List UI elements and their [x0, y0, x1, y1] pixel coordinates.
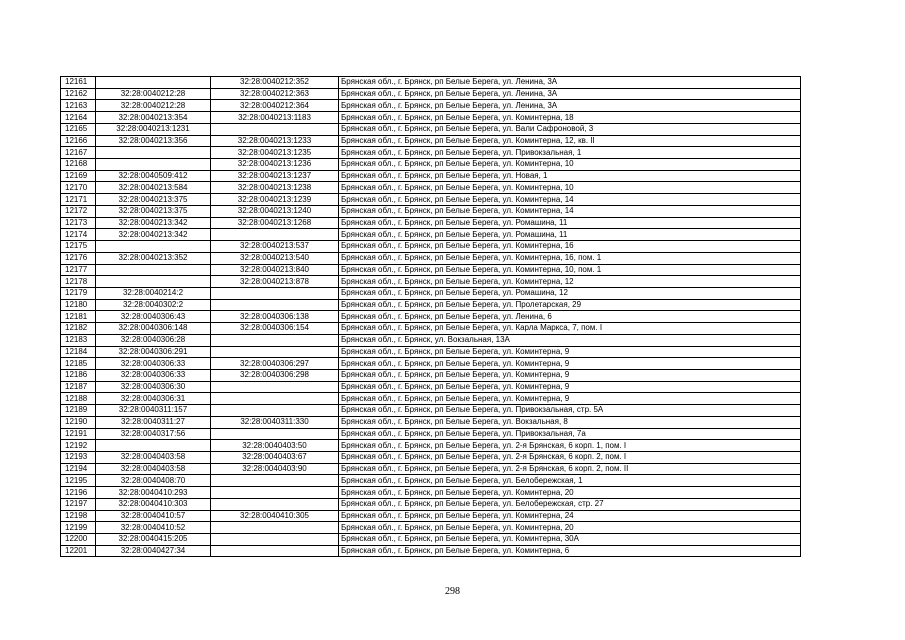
parcel-cadastral-number-cell: 32:28:0040306:30: [96, 381, 211, 393]
address-cell: Брянская обл., г. Брянск, рп Белые Берега, ул. Коминтерна, 6: [339, 545, 801, 557]
table-row: [61, 522, 801, 534]
row-number-cell: 12185: [61, 358, 96, 370]
table-row: [61, 393, 801, 405]
building-cadastral-number-cell: [211, 475, 339, 487]
address-cell: Брянская обл., г. Брянск, рп Белые Берега, ул. Коминтерна, 10: [339, 159, 801, 171]
row-number-cell: 12164: [61, 112, 96, 124]
address-cell: Брянская обл., г. Брянск, рп Белые Берега, ул. Коминтерна, 16: [339, 241, 801, 253]
address-cell: Брянская обл., г. Брянск, рп Белые Берега, ул. Коминтерна, 14: [339, 194, 801, 206]
address-cell: Брянская обл., г. Брянск, рп Белые Берега, ул. Ромашина, 12: [339, 287, 801, 299]
table-row: [61, 510, 801, 522]
row-number-cell: 12177: [61, 264, 96, 276]
address-cell: Брянская обл., г. Брянск, рп Белые Берега, ул. Привокзальная, стр. 5А: [339, 405, 801, 417]
table-row: [61, 276, 801, 288]
parcel-cadastral-number-cell: 32:28:0040302:2: [96, 299, 211, 311]
parcel-cadastral-number-cell: 32:28:0040408:70: [96, 475, 211, 487]
building-cadastral-number-cell: 32:28:0040213:1233: [211, 135, 339, 147]
building-cadastral-number-cell: 32:28:0040212:363: [211, 88, 339, 100]
row-number-cell: 12167: [61, 147, 96, 159]
table-row: [61, 194, 801, 206]
address-cell: Брянская обл., г. Брянск, рп Белые Берега, ул. Белобережская, стр. 27: [339, 498, 801, 510]
address-cell: Брянская обл., г. Брянск, рп Белые Берега, ул. Привокзальная, 7а: [339, 428, 801, 440]
address-cell: Брянская обл., г. Брянск, рп Белые Берега, ул. Ленина, 3А: [339, 100, 801, 112]
address-cell: Брянская обл., г. Брянск, рп Белые Берега, ул. Коминтерна, 10, пом. 1: [339, 264, 801, 276]
row-number-cell: 12176: [61, 252, 96, 264]
table-row: [61, 334, 801, 346]
parcel-cadastral-number-cell: 32:28:0040213:342: [96, 229, 211, 241]
parcel-cadastral-number-cell: 32:28:0040403:58: [96, 463, 211, 475]
building-cadastral-number-cell: 32:28:0040212:352: [211, 77, 339, 89]
table-row: [61, 241, 801, 253]
table-row: [61, 534, 801, 546]
row-number-cell: 12171: [61, 194, 96, 206]
building-cadastral-number-cell: 32:28:0040306:138: [211, 311, 339, 323]
row-number-cell: 12196: [61, 487, 96, 499]
row-number-cell: 12192: [61, 440, 96, 452]
address-cell: Брянская обл., г. Брянск, рп Белые Берега, ул. Коминтерна, 10: [339, 182, 801, 194]
building-cadastral-number-cell: [211, 393, 339, 405]
address-cell: Брянская обл., г. Брянск, ул. Вокзальная, 13А: [339, 334, 801, 346]
parcel-cadastral-number-cell: 32:28:0040306:33: [96, 369, 211, 381]
row-number-cell: 12173: [61, 217, 96, 229]
parcel-cadastral-number-cell: 32:28:0040306:28: [96, 334, 211, 346]
parcel-cadastral-number-cell: 32:28:0040213:356: [96, 135, 211, 147]
table-row: [61, 205, 801, 217]
building-cadastral-number-cell: 32:28:0040212:364: [211, 100, 339, 112]
building-cadastral-number-cell: 32:28:0040403:90: [211, 463, 339, 475]
building-cadastral-number-cell: 32:28:0040213:540: [211, 252, 339, 264]
parcel-cadastral-number-cell: [96, 241, 211, 253]
address-cell: Брянская обл., г. Брянск, рп Белые Берега, ул. Ленина, 3А: [339, 88, 801, 100]
table-row: [61, 381, 801, 393]
registry-table-body: [61, 77, 801, 557]
page-number: 298: [445, 586, 460, 597]
row-number-cell: 12179: [61, 287, 96, 299]
parcel-cadastral-number-cell: 32:28:0040427:34: [96, 545, 211, 557]
row-number-cell: 12163: [61, 100, 96, 112]
row-number-cell: 12183: [61, 334, 96, 346]
row-number-cell: 12200: [61, 534, 96, 546]
address-cell: Брянская обл., г. Брянск, рп Белые Берега, ул. Коминтерна, 18: [339, 112, 801, 124]
table-row: [61, 135, 801, 147]
parcel-cadastral-number-cell: 32:28:0040213:375: [96, 205, 211, 217]
row-number-cell: 12175: [61, 241, 96, 253]
building-cadastral-number-cell: 32:28:0040213:1268: [211, 217, 339, 229]
table-row: [61, 112, 801, 124]
address-cell: Брянская обл., г. Брянск, рп Белые Берега, ул. Коминтерна, 20: [339, 522, 801, 534]
building-cadastral-number-cell: 32:28:0040306:298: [211, 369, 339, 381]
building-cadastral-number-cell: 32:28:0040213:1240: [211, 205, 339, 217]
address-cell: Брянская обл., г. Брянск, рп Белые Берега, ул. Пролетарская, 29: [339, 299, 801, 311]
building-cadastral-number-cell: 32:28:0040403:67: [211, 452, 339, 464]
parcel-cadastral-number-cell: 32:28:0040410:57: [96, 510, 211, 522]
table-row: [61, 88, 801, 100]
building-cadastral-number-cell: [211, 428, 339, 440]
building-cadastral-number-cell: [211, 123, 339, 135]
table-row: [61, 123, 801, 135]
row-number-cell: 12194: [61, 463, 96, 475]
table-row: [61, 346, 801, 358]
address-cell: Брянская обл., г. Брянск, рп Белые Берега, ул. Привокзальная, 1: [339, 147, 801, 159]
row-number-cell: 12161: [61, 77, 96, 89]
table-row: [61, 264, 801, 276]
table-row: [61, 545, 801, 557]
row-number-cell: 12197: [61, 498, 96, 510]
table-row: [61, 475, 801, 487]
building-cadastral-number-cell: 32:28:0040213:1237: [211, 170, 339, 182]
row-number-cell: 12174: [61, 229, 96, 241]
building-cadastral-number-cell: 32:28:0040410:305: [211, 510, 339, 522]
building-cadastral-number-cell: 32:28:0040213:840: [211, 264, 339, 276]
building-cadastral-number-cell: 32:28:0040213:1239: [211, 194, 339, 206]
row-number-cell: 12188: [61, 393, 96, 405]
row-number-cell: 12199: [61, 522, 96, 534]
parcel-cadastral-number-cell: 32:28:0040213:584: [96, 182, 211, 194]
address-cell: Брянская обл., г. Брянск, рп Белые Берега, ул. 2-я Брянская, 6 корп. 2, пом. I: [339, 452, 801, 464]
address-cell: Брянская обл., г. Брянск, рп Белые Берега, ул. Ромашина, 11: [339, 217, 801, 229]
row-number-cell: 12168: [61, 159, 96, 171]
building-cadastral-number-cell: [211, 287, 339, 299]
building-cadastral-number-cell: 32:28:0040213:1235: [211, 147, 339, 159]
parcel-cadastral-number-cell: 32:28:0040317:56: [96, 428, 211, 440]
building-cadastral-number-cell: 32:28:0040213:878: [211, 276, 339, 288]
table-row: [61, 252, 801, 264]
address-cell: Брянская обл., г. Брянск, рп Белые Берега, ул. Белобережская, 1: [339, 475, 801, 487]
table-row: [61, 323, 801, 335]
table-row: [61, 159, 801, 171]
building-cadastral-number-cell: 32:28:0040306:154: [211, 323, 339, 335]
parcel-cadastral-number-cell: 32:28:0040213:354: [96, 112, 211, 124]
row-number-cell: 12162: [61, 88, 96, 100]
registry-table: [60, 76, 801, 557]
parcel-cadastral-number-cell: 32:28:0040311:157: [96, 405, 211, 417]
table-row: [61, 299, 801, 311]
building-cadastral-number-cell: 32:28:0040213:537: [211, 241, 339, 253]
building-cadastral-number-cell: 32:28:0040213:1183: [211, 112, 339, 124]
row-number-cell: 12182: [61, 323, 96, 335]
parcel-cadastral-number-cell: [96, 77, 211, 89]
row-number-cell: 12170: [61, 182, 96, 194]
parcel-cadastral-number-cell: [96, 159, 211, 171]
address-cell: Брянская обл., г. Брянск, рп Белые Берега, ул. Коминтерна, 9: [339, 358, 801, 370]
address-cell: Брянская обл., г. Брянск, рп Белые Берега, ул. Новая, 1: [339, 170, 801, 182]
address-cell: Брянская обл., г. Брянск, рп Белые Берега, ул. Коминтерна, 9: [339, 346, 801, 358]
parcel-cadastral-number-cell: 32:28:0040306:33: [96, 358, 211, 370]
address-cell: Брянская обл., г. Брянск, рп Белые Берега, ул. Коминтерна, 9: [339, 381, 801, 393]
table-row: [61, 358, 801, 370]
parcel-cadastral-number-cell: 32:28:0040306:291: [96, 346, 211, 358]
row-number-cell: 12187: [61, 381, 96, 393]
address-cell: Брянская обл., г. Брянск, рп Белые Берега, ул. Коминтерна, 12, кв. II: [339, 135, 801, 147]
parcel-cadastral-number-cell: 32:28:0040415:205: [96, 534, 211, 546]
address-cell: Брянская обл., г. Брянск, рп Белые Берега, ул. Коминтерна, 16, пом. 1: [339, 252, 801, 264]
building-cadastral-number-cell: 32:28:0040311:330: [211, 416, 339, 428]
parcel-cadastral-number-cell: 32:28:0040306:148: [96, 323, 211, 335]
parcel-cadastral-number-cell: 32:28:0040212:28: [96, 88, 211, 100]
building-cadastral-number-cell: [211, 498, 339, 510]
parcel-cadastral-number-cell: 32:28:0040306:43: [96, 311, 211, 323]
address-cell: Брянская обл., г. Брянск, рп Белые Берега, ул. Карла Маркса, 7, пом. I: [339, 323, 801, 335]
table-row: [61, 498, 801, 510]
parcel-cadastral-number-cell: 32:28:0040306:31: [96, 393, 211, 405]
parcel-cadastral-number-cell: 32:28:0040214:2: [96, 287, 211, 299]
parcel-cadastral-number-cell: [96, 147, 211, 159]
row-number-cell: 12193: [61, 452, 96, 464]
building-cadastral-number-cell: [211, 487, 339, 499]
parcel-cadastral-number-cell: [96, 440, 211, 452]
parcel-cadastral-number-cell: 32:28:0040410:303: [96, 498, 211, 510]
table-row: [61, 416, 801, 428]
parcel-cadastral-number-cell: 32:28:0040213:375: [96, 194, 211, 206]
parcel-cadastral-number-cell: 32:28:0040311:27: [96, 416, 211, 428]
building-cadastral-number-cell: 32:28:0040213:1238: [211, 182, 339, 194]
row-number-cell: 12184: [61, 346, 96, 358]
address-cell: Брянская обл., г. Брянск, рп Белые Берега, ул. Ромашина, 11: [339, 229, 801, 241]
address-cell: Брянская обл., г. Брянск, рп Белые Берега, ул. Коминтерна, 9: [339, 393, 801, 405]
table-row: [61, 311, 801, 323]
parcel-cadastral-number-cell: 32:28:0040509:412: [96, 170, 211, 182]
table-row: [61, 229, 801, 241]
row-number-cell: 12172: [61, 205, 96, 217]
table-row: [61, 487, 801, 499]
building-cadastral-number-cell: [211, 381, 339, 393]
building-cadastral-number-cell: [211, 534, 339, 546]
row-number-cell: 12189: [61, 405, 96, 417]
table-row: [61, 170, 801, 182]
table-row: [61, 100, 801, 112]
parcel-cadastral-number-cell: 32:28:0040213:1231: [96, 123, 211, 135]
building-cadastral-number-cell: 32:28:0040306:297: [211, 358, 339, 370]
building-cadastral-number-cell: [211, 522, 339, 534]
table-row: [61, 428, 801, 440]
table-row: [61, 217, 801, 229]
address-cell: Брянская обл., г. Брянск, рп Белые Берега, ул. Коминтерна, 20: [339, 487, 801, 499]
parcel-cadastral-number-cell: 32:28:0040213:342: [96, 217, 211, 229]
parcel-cadastral-number-cell: 32:28:0040410:293: [96, 487, 211, 499]
row-number-cell: 12186: [61, 369, 96, 381]
building-cadastral-number-cell: [211, 405, 339, 417]
table-row: [61, 287, 801, 299]
building-cadastral-number-cell: [211, 545, 339, 557]
building-cadastral-number-cell: [211, 334, 339, 346]
address-cell: Брянская обл., г. Брянск, рп Белые Берега, ул. Ленина, 6: [339, 311, 801, 323]
parcel-cadastral-number-cell: 32:28:0040403:58: [96, 452, 211, 464]
building-cadastral-number-cell: [211, 346, 339, 358]
row-number-cell: 12198: [61, 510, 96, 522]
row-number-cell: 12201: [61, 545, 96, 557]
row-number-cell: 12195: [61, 475, 96, 487]
table-row: [61, 77, 801, 89]
address-cell: Брянская обл., г. Брянск, рп Белые Берега, ул. 2-я Брянская, 6 корп. 2, пом. II: [339, 463, 801, 475]
address-cell: Брянская обл., г. Брянск, рп Белые Берега, ул. Коминтерна, 9: [339, 369, 801, 381]
building-cadastral-number-cell: 32:28:0040213:1236: [211, 159, 339, 171]
building-cadastral-number-cell: [211, 229, 339, 241]
row-number-cell: 12180: [61, 299, 96, 311]
address-cell: Брянская обл., г. Брянск, рп Белые Берега, ул. Коминтерна, 30А: [339, 534, 801, 546]
address-cell: Брянская обл., г. Брянск, рп Белые Берега, ул. Вали Сафроновой, 3: [339, 123, 801, 135]
parcel-cadastral-number-cell: 32:28:0040410:52: [96, 522, 211, 534]
table-row: [61, 182, 801, 194]
parcel-cadastral-number-cell: 32:28:0040213:352: [96, 252, 211, 264]
row-number-cell: 12191: [61, 428, 96, 440]
row-number-cell: 12178: [61, 276, 96, 288]
row-number-cell: 12165: [61, 123, 96, 135]
row-number-cell: 12169: [61, 170, 96, 182]
row-number-cell: 12181: [61, 311, 96, 323]
address-cell: Брянская обл., г. Брянск, рп Белые Берега, ул. Вокзальная, 8: [339, 416, 801, 428]
address-cell: Брянская обл., г. Брянск, рп Белые Берега, ул. Коминтерна, 24: [339, 510, 801, 522]
table-row: [61, 369, 801, 381]
address-cell: Брянская обл., г. Брянск, рп Белые Берега, ул. Коминтерна, 14: [339, 205, 801, 217]
row-number-cell: 12166: [61, 135, 96, 147]
parcel-cadastral-number-cell: [96, 264, 211, 276]
table-row: [61, 463, 801, 475]
building-cadastral-number-cell: 32:28:0040403:50: [211, 440, 339, 452]
table-row: [61, 405, 801, 417]
table-row: [61, 440, 801, 452]
parcel-cadastral-number-cell: 32:28:0040212:28: [96, 100, 211, 112]
address-cell: Брянская обл., г. Брянск, рп Белые Берега, ул. 2-я Брянская, 6 корп. 1, пом. I: [339, 440, 801, 452]
table-row: [61, 452, 801, 464]
building-cadastral-number-cell: [211, 299, 339, 311]
address-cell: Брянская обл., г. Брянск, рп Белые Берега, ул. Ленина, 3А: [339, 77, 801, 89]
address-cell: Брянская обл., г. Брянск, рп Белые Берега, ул. Коминтерна, 12: [339, 276, 801, 288]
row-number-cell: 12190: [61, 416, 96, 428]
table-row: [61, 147, 801, 159]
parcel-cadastral-number-cell: [96, 276, 211, 288]
